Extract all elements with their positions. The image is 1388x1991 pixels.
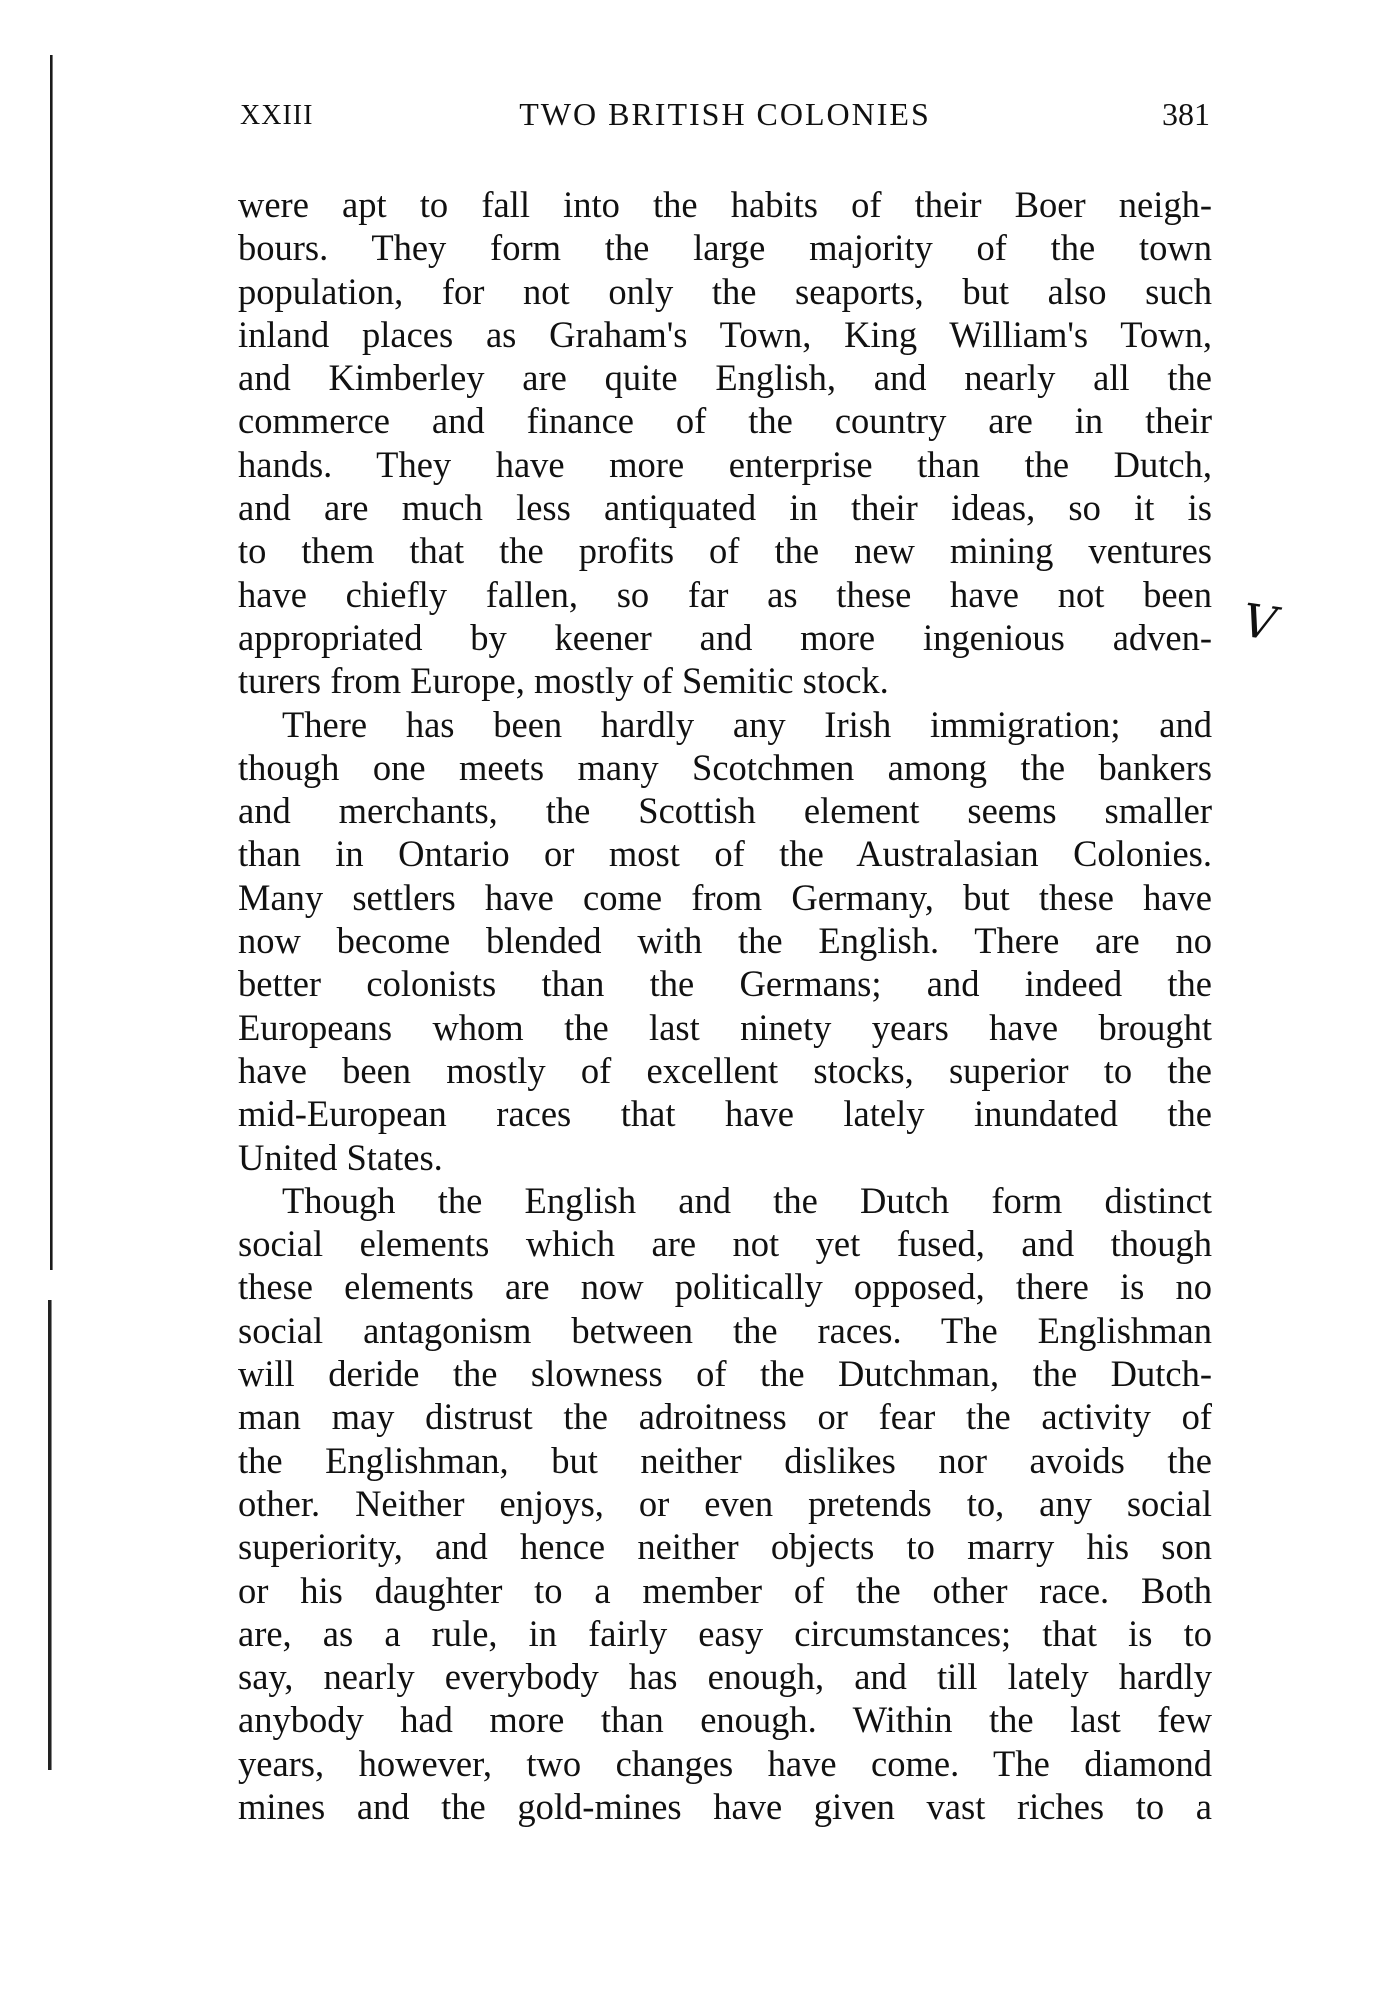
text-line: United States. [238, 1136, 443, 1178]
text-line: have been mostly of excellent stocks, superior to the [238, 1049, 1212, 1091]
text-line: anybody had more than enough. Within the last few [238, 1699, 1212, 1741]
text-line: social antagonism between the races. The Englishman [238, 1309, 1212, 1351]
chapter-number: XXIII [240, 100, 314, 131]
text-line: population, for not only the seaports, but also such [238, 270, 1212, 312]
running-title: TWO BRITISH COLONIES [519, 96, 931, 132]
text-line: than in Ontario or most of the Australasian Colonies. [238, 833, 1212, 875]
text-line: have chiefly fallen, so far as these have not been [238, 573, 1212, 615]
text-line: other. Neither enjoys, or even pretends to, any social [238, 1482, 1212, 1524]
margin-check-mark: V [1239, 592, 1280, 652]
text-line: turers from Europe, mostly of Semitic stock. [238, 660, 889, 702]
text-line: though one meets many Scotchmen among the bankers [238, 746, 1212, 788]
text-line: better colonists than the Germans; and indeed the [238, 963, 1212, 1005]
text-line: superiority, and hence neither objects to marry his son [238, 1526, 1212, 1568]
text-line: mid-European races that have lately inundated the [238, 1093, 1212, 1135]
text-line: and Kimberley are quite English, and nearly all the [238, 357, 1212, 399]
text-line: to them that the profits of the new mining ventures [238, 530, 1212, 572]
text-line: Many settlers have come from Germany, but these have [238, 876, 1212, 918]
text-line: commerce and finance of the country are in their [238, 400, 1212, 442]
text-line: bours. They form the large majority of the town [238, 227, 1212, 269]
text-line: and merchants, the Scottish element seems smaller [238, 790, 1212, 832]
text-line: Though the English and the Dutch form distinct [282, 1179, 1212, 1221]
body-text [238, 183, 1212, 1828]
text-line: are, as a rule, in fairly easy circumstances; that is to [238, 1612, 1212, 1654]
running-header [240, 96, 1210, 144]
text-line: man may distrust the adroitness or fear the activity of [238, 1396, 1212, 1438]
text-line: years, however, two changes have come. The diamond [238, 1742, 1212, 1784]
binding-edge-shadow [50, 55, 56, 1270]
text-line: say, nearly everybody has enough, and till lately hardly [238, 1656, 1212, 1698]
text-line: hands. They have more enterprise than the Dutch, [238, 443, 1212, 485]
text-line: inland places as Graham's Town, King William's Town, [238, 313, 1212, 355]
text-line: will deride the slowness of the Dutchman, the Dutch- [238, 1353, 1212, 1395]
page-number: 381 [1162, 96, 1210, 132]
text-line: and are much less antiquated in their ideas, so it is [238, 487, 1212, 529]
text-line: these elements are now politically opposed, there is no [238, 1266, 1212, 1308]
text-line: appropriated by keener and more ingenious adven- [238, 616, 1212, 658]
text-line: the Englishman, but neither dislikes nor avoids the [238, 1439, 1212, 1481]
text-line: Europeans whom the last ninety years have brought [238, 1006, 1212, 1048]
text-line: or his daughter to a member of the other race. Both [238, 1569, 1212, 1611]
text-line: There has been hardly any Irish immigration; and [282, 703, 1212, 745]
text-line: mines and the gold-mines have given vast riches to a [238, 1785, 1212, 1827]
text-line: social elements which are not yet fused, and though [238, 1223, 1212, 1265]
text-line: were apt to fall into the habits of their Boer neigh- [238, 184, 1212, 225]
text-line: now become blended with the English. There are no [238, 920, 1212, 962]
binding-edge-shadow-lower [48, 1300, 55, 1770]
